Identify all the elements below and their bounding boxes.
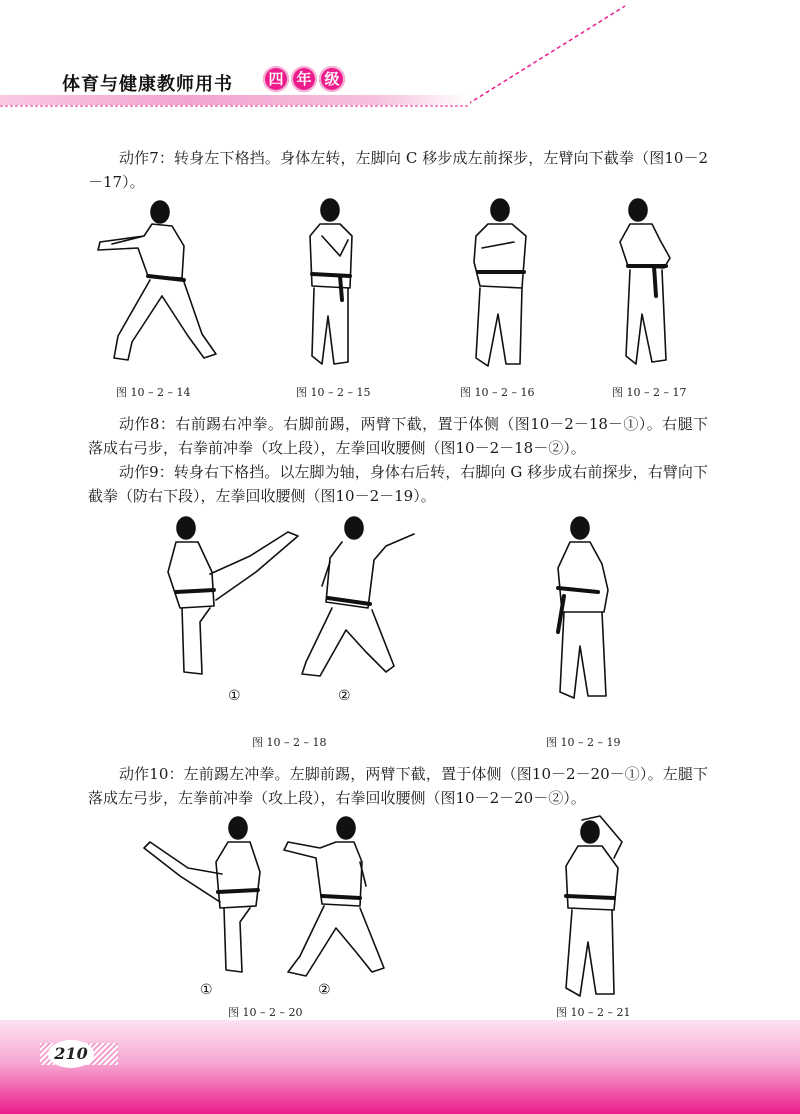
figure-10-2-17 xyxy=(612,196,682,376)
figure-10-2-19 xyxy=(546,512,626,708)
figure-10-2-14 xyxy=(92,196,222,376)
figure-10-2-18-2 xyxy=(296,512,426,682)
figure-10-2-21 xyxy=(552,812,642,1002)
grade-badge: 级 xyxy=(319,66,345,92)
paragraph-action-9: 动作9：转身右下格挡。以左脚为轴，身体右后转，右脚向 G 移步成右前探步，右臂向下截拳（防右下段），左拳回收腰侧（图10－2－19）。 xyxy=(88,463,708,505)
subfigure-marker-1: ① xyxy=(200,982,213,998)
page-number: 210 xyxy=(48,1040,94,1068)
grade-badge: 年 xyxy=(291,66,317,92)
header-band xyxy=(0,95,470,105)
figure-10-2-20-2 xyxy=(280,812,400,982)
caption-10-2-19: 图 10 – 2 – 19 xyxy=(546,736,621,749)
figure-10-2-15 xyxy=(300,196,370,376)
caption-10-2-21: 图 10 – 2 – 21 xyxy=(556,1006,631,1019)
subfigure-marker-2: ② xyxy=(318,982,331,998)
subfigure-marker-1: ① xyxy=(228,688,241,704)
subfigure-marker-2: ② xyxy=(338,688,351,704)
caption-10-2-15: 图 10 – 2 – 15 xyxy=(296,386,371,399)
paragraph-action-8: 动作8：右前踢右冲拳。右脚前踢，两臂下截，置于体侧（图10－2－18－①）。右腿下落成右弓步，右拳前冲拳（攻上段），左拳回收腰侧（图10－2－18－②）。 xyxy=(88,415,708,457)
paragraph-action-7: 动作7：转身左下格挡。身体左转，左脚向 C 移步成左前探步，左臂向下截拳（图10－2－17）。 xyxy=(88,149,708,191)
figure-10-2-20-1 xyxy=(140,812,270,982)
grade-badges xyxy=(263,66,345,92)
paragraph-action-10: 动作10：左前踢左冲拳。左脚前踢，两臂下截，置于体侧（图10－2－20－①）。左腿下落成左弓步，左拳前冲拳（攻上段），右拳回收腰侧（图10－2－20－②）。 xyxy=(88,765,708,807)
caption-10-2-17: 图 10 – 2 – 17 xyxy=(612,386,687,399)
caption-10-2-14: 图 10 – 2 – 14 xyxy=(116,386,191,399)
grade-badge: 四 xyxy=(263,66,289,92)
caption-10-2-18: 图 10 – 2 – 18 xyxy=(252,736,327,749)
caption-10-2-20: 图 10 – 2 – 20 xyxy=(228,1006,303,1019)
book-title: 体育与健康教师用书 xyxy=(62,74,233,95)
footer-band xyxy=(0,1020,800,1114)
figure-10-2-18-1 xyxy=(160,512,310,682)
caption-10-2-16: 图 10 – 2 – 16 xyxy=(460,386,535,399)
figure-10-2-16 xyxy=(466,196,536,376)
